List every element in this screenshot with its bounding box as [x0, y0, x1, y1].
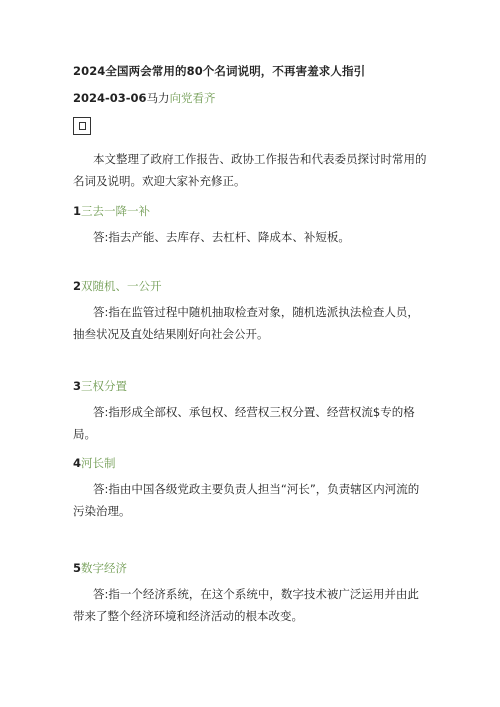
term-title: 三去一降一补 — [81, 204, 151, 218]
article-title: 2024全国两会常用的80个名词说明，不再害羞求人指引 — [73, 64, 366, 78]
term-number: 5 — [73, 561, 82, 575]
term-title: 数字经济 — [81, 561, 128, 575]
term-title: 三权分置 — [81, 379, 128, 393]
term-title: 河长制 — [81, 456, 116, 470]
term-heading — [73, 203, 150, 219]
term-heading — [73, 278, 162, 294]
term-number: 4 — [73, 456, 82, 470]
term-answer: 答:指一个经济系统，在这个系统中，数字技术被广泛运用并由此带来了整个经济环境和经济活动的根本改变。 — [73, 587, 419, 623]
term-number: 1 — [73, 204, 82, 218]
term-answer: 答:指去产能、去库存、去杠杆、降成本、补短板。 — [93, 230, 350, 244]
author-name: 马力 — [146, 91, 170, 105]
intro-paragraph: 本文整理了政府工作报告、政协工作报告和代表委员探讨时常用的名词及说明。欢迎大家补充修正。 — [73, 152, 427, 188]
term-heading — [73, 560, 127, 576]
term-heading — [73, 455, 116, 471]
term-heading — [73, 378, 127, 394]
term-title: 双随机、一公开 — [81, 279, 162, 293]
term-answer: 答:指形成全部权、承包权、经营权三权分置、经营权流$专的格局。 — [73, 405, 415, 441]
source-link[interactable]: 向党看齐 — [169, 91, 216, 105]
term-number: 2 — [73, 279, 82, 293]
return-icon — [73, 117, 91, 135]
term-number: 3 — [73, 379, 82, 393]
publish-date: 2024-03-06 — [73, 91, 147, 105]
term-answer: 答:指由中国各级党政主要负责人担当“河长”，负责辖区内河流的污染治理。 — [73, 482, 420, 518]
term-answer: 答:指在监管过程中随机抽取检查对象，随机选派执法检查人员，抽叁状况及直处结果刚好向社会公开。 — [73, 305, 419, 341]
article-meta — [73, 90, 216, 106]
